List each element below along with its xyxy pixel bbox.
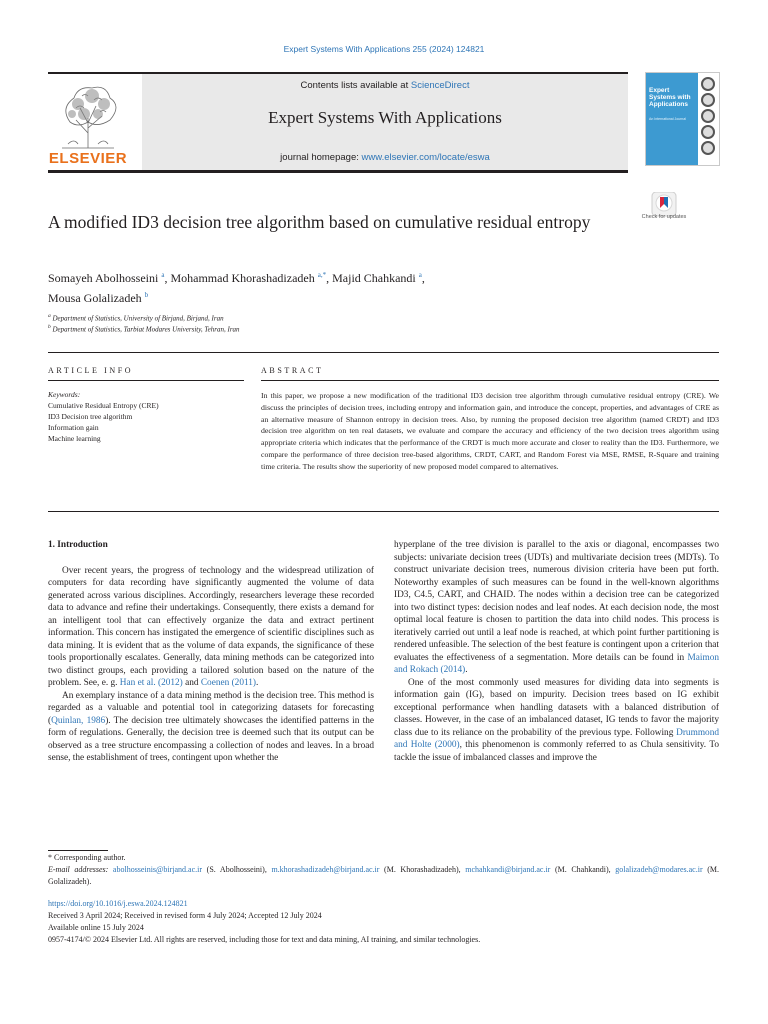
cover-gear-icon (701, 77, 715, 91)
author-affiliation-sup[interactable]: b (144, 291, 149, 299)
body-paragraph (394, 539, 719, 677)
body-right-column (394, 539, 719, 764)
running-head[interactable]: Expert Systems With Applications 255 (2024) 124821 (283, 44, 485, 54)
cover-gear-icon (701, 125, 715, 139)
email-label: E-mail addresses: (48, 865, 109, 874)
citation-link[interactable]: Coenen (2011) (200, 678, 257, 688)
sciencedirect-link[interactable]: ScienceDirect (410, 80, 470, 91)
email-owner: (M. Golalizadeh). (48, 865, 719, 886)
journal-homepage-line (142, 152, 628, 163)
check-for-updates-icon[interactable] (646, 192, 682, 228)
journal-cover-thumbnail[interactable] (645, 72, 720, 166)
article-info-rule (48, 380, 244, 381)
masthead-bottom-rule (48, 170, 628, 173)
paragraph-text: , this phenomenon is commonly referred to as Chula sensitivity. To tackle the issue of imbalanced classes and improve the (394, 740, 719, 763)
paragraph-text: ). The decision tree ultimately showcases the identified patterns in the form of regulations. Generally, the decision tree is deemed such that its output can be observed as a tree structure encompassing a collection of nodes and leaves. In a broad sense, the establishment of trees, contingent upon whether the (48, 715, 374, 763)
homepage-prefix: journal homepage: (280, 152, 362, 163)
copyright-line: 0957-4174/© 2024 Elsevier Ltd. All rights are reserved, including those for text and data mining, AI training, and similar technologies. (48, 935, 481, 944)
author-affiliation-sup[interactable]: a (161, 271, 165, 279)
affiliation-text: Department of Statistics, University of Birjand, Birjand, Iran (52, 314, 224, 323)
keyword[interactable]: Cumulative Residual Entropy (CRE) (48, 401, 159, 410)
paragraph-text: An exemplary instance of a data mining method is the decision tree. This method is regarded as a valuable and potential tool in categorizing datasets for forecasting ( (48, 690, 374, 726)
doi-link[interactable]: https://doi.org/10.1016/j.eswa.2024.124821 (48, 899, 188, 908)
cover-gear-icon (701, 93, 715, 107)
affiliation-text: Department of Statistics, Tarbiat Modares University, Tehran, Iran (52, 325, 240, 334)
abstract-text: In this paper, we propose a new modification of the traditional ID3 decision tree algorithm through cumulative residual entropy (CRE). We discuss the principles of decision trees, including entropy and information gain, and introduce the concept, properties, and advantages of CRE as an alternative measure of Shannon entropy in decision trees. Also, by running the proposed decision tree algorithm (named CRDT) and ID3 decision tree algorithm on ten real datasets, we evaluate and compare the accuracy and efficiency of the two decision trees algorithm using appropriate criteria which indicates that the performance of the CRDT is much more accurate and closer to reality than the ID3. Furthermore, we compare the performance of three decision tree-based algorithms, CRDT, CART, and Random Forest via MSE, RMSE, R-Square and training time criteria. The results show the superiority of new proposed model compared to alternatives. (261, 391, 719, 471)
abstract-heading: ABSTRACT (261, 366, 324, 375)
journal-homepage-link[interactable]: www.elsevier.com/locate/eswa (361, 152, 490, 163)
email-link[interactable]: m.khorashadizadeh@birjand.ac.ir (271, 865, 380, 874)
affiliation-sup: a (48, 313, 51, 319)
paragraph-text: . (465, 665, 468, 675)
section-heading: 1. Introduction (48, 540, 108, 550)
author-affiliation-sup[interactable]: a,* (317, 271, 327, 279)
author-name[interactable]: Mohammad Khorashadizadeh (170, 271, 315, 285)
doi-line (48, 898, 719, 910)
paragraph-text: Over recent years, the progress of technology and the widespread utilization of computers for data recording have significantly augmented the volume of data generated across various disciplines. Accordingly, researchers leverage these recorded data to advance and refine their undertakings. Consequently, there exists a demand for an intelligent tool that can effectively organize the data and extract pertinent information. This concern has instigated the emergence of scientific disciplines such as data mining. It is evident that as the volume of data expands, the significance of these tools proportionally escalates. Generally, data mining methods can be categorized into two distinct groups, each providing a tailored solution based on the nature of the problem. See, e. g. (48, 565, 374, 688)
journal-name: Expert Systems With Applications (268, 108, 502, 127)
affiliation-sup: b (48, 324, 51, 330)
citation-link[interactable]: Han et al. (2012) (119, 678, 183, 688)
cover-subtitle: An International Journal (649, 117, 686, 121)
affiliation (48, 324, 240, 333)
citation-link[interactable]: Maimon and Rokach (2014) (394, 652, 719, 675)
publisher-logo-text: ELSEVIER (48, 150, 128, 167)
abstract-rule (261, 380, 719, 381)
corresponding-author-note: * Corresponding author. (48, 853, 126, 862)
paragraph-text: . (256, 678, 259, 688)
contents-available-line (142, 80, 628, 91)
cover-gear-icon (701, 109, 715, 123)
check-for-updates-label[interactable]: Check for updates (641, 214, 687, 220)
cover-gear-icon (701, 141, 715, 155)
footnote-rule (48, 850, 108, 851)
paragraph-text: and (182, 678, 201, 688)
cover-title: Expert Systems with Applications (649, 87, 691, 108)
affiliation (48, 313, 224, 322)
citation-link[interactable]: Drummond and Holte (2000) (394, 727, 719, 750)
top-rule (48, 352, 719, 353)
abstract-bottom-rule (48, 511, 719, 512)
received-dates: Received 3 April 2024; Received in revised form 4 July 2024; Accepted 12 July 2024 (48, 911, 322, 920)
body-left-column (48, 539, 374, 765)
cover-icons (700, 75, 718, 157)
citation-link[interactable]: Quinlan, 1986 (51, 715, 106, 726)
email-link[interactable]: golalizadeh@modares.ac.ir (615, 865, 703, 874)
email-addresses (48, 864, 719, 887)
author-name[interactable]: Majid Chahkandi (332, 271, 416, 285)
keyword[interactable]: Machine learning (48, 434, 101, 443)
email-owner: (S. Abolhosseini), (202, 865, 272, 874)
keywords-label: Keywords: (48, 390, 81, 399)
keyword[interactable]: ID3 Decision tree algorithm (48, 412, 133, 421)
keyword[interactable]: Information gain (48, 423, 99, 432)
contents-prefix: Contents lists available at (300, 80, 411, 91)
article-title: A modified ID3 decision tree algorithm based on cumulative residual entropy (48, 212, 591, 232)
available-online: Available online 15 July 2024 (48, 923, 144, 932)
email-link[interactable]: mchahkandi@birjand.ac.ir (465, 865, 551, 874)
author-affiliation-sup[interactable]: a (418, 271, 422, 279)
paragraph-text: hyperplane of the tree division is parallel to the axis or diagonal, encompasses two subjects: univariate decision trees (UDTs) and multivariate decision trees (MDTs). To construct univariate decision trees, numerous division criteria have been put forth. Noteworthy examples of such measures can be found in the well-known algorithms ID3, C4.5, CART, and CHAID. The nodes within a decision tree can be categorized into two distinct types: decision nodes and leaf nodes. At each decision node, the most optimal local feature is chosen to partition the data into child nodes. This process is iteratively carried out until a leaf node is reached, at which point further partitioning is rendered unfeasible. The selection of the best feature is contingent upon a criterion that evaluates the effectiveness of a segmentation. More details can be found in (394, 540, 719, 663)
body-paragraph (48, 565, 374, 690)
author-list: Somayeh Abolhosseini $^a$, Mohammad Khorashadizadeh $^{a,*}$, Majid Chahkandi $^a$, Mousa Golalizadeh $^b$ (48, 271, 425, 305)
email-link[interactable]: abolhosseinis@birjand.ac.ir (112, 865, 203, 874)
paragraph-text: One of the most commonly used measures for dividing data into segments is information gain (IG), based on impurity. Decision trees based on IG exhibit exceptional performance when handling datasets with a balanced distribution of classes. However, in the case of an imbalanced dataset, IG tends to favor the majority class due to its reliance on the probability of the previous type. Following (394, 677, 719, 738)
author-name[interactable]: Mousa Golalizadeh (48, 291, 142, 305)
author-name[interactable]: Somayeh Abolhosseini (48, 271, 159, 285)
article-info-heading: ARTICLE INFO (48, 366, 134, 375)
email-owner: (M. Chahkandi), (550, 865, 616, 874)
body-paragraph (394, 677, 719, 765)
email-owner: (M. Khorashadizadeh), (379, 865, 466, 874)
body-paragraph (48, 690, 374, 765)
